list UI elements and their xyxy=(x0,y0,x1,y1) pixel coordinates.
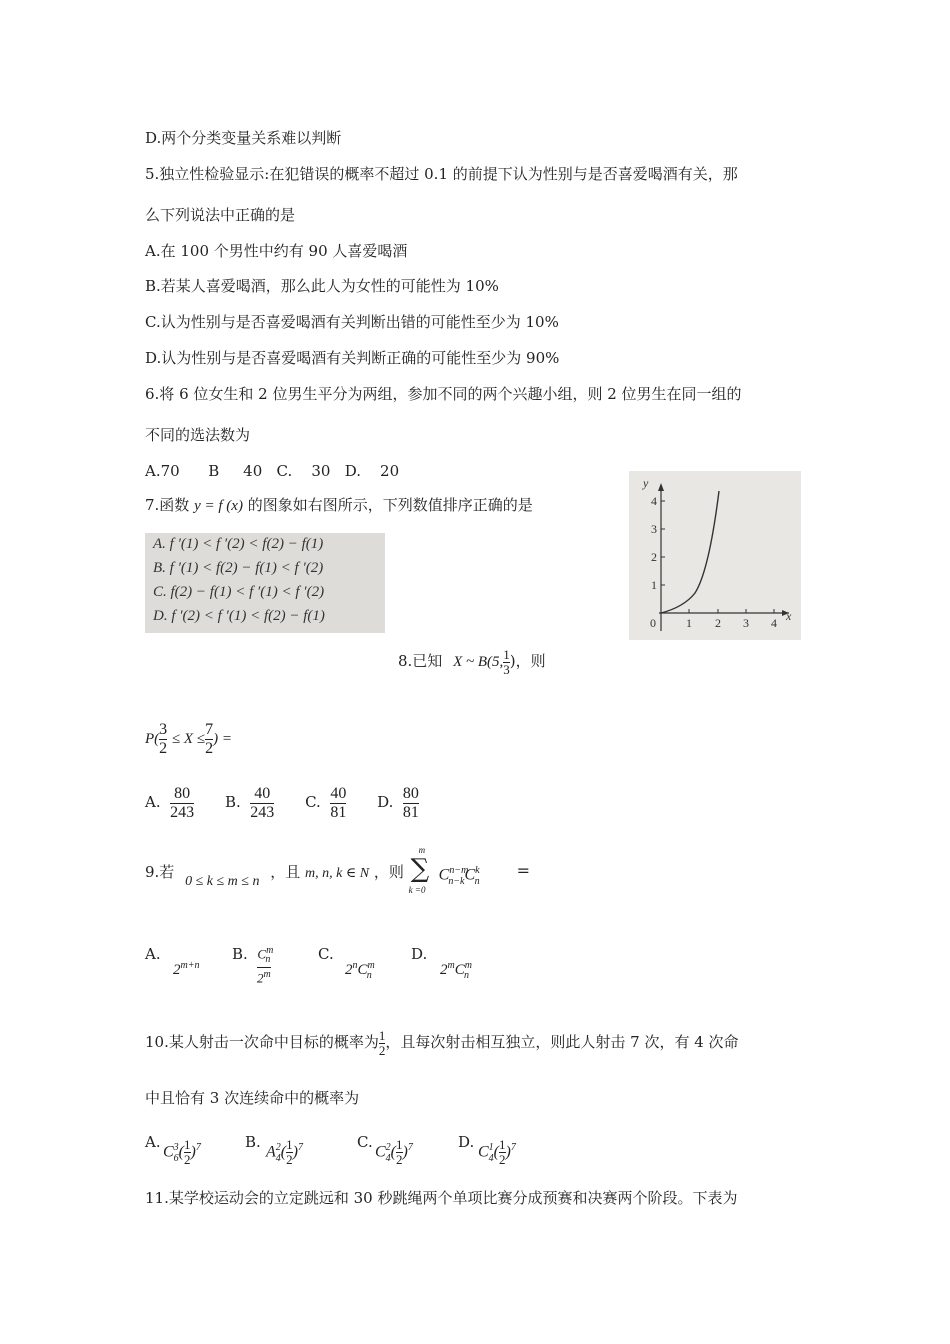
q9-prefix: 9.若 xyxy=(145,863,175,881)
function-graph xyxy=(629,471,801,640)
origin-label: 0 xyxy=(650,616,656,630)
q9-option-a: $2^{m+n}$ xyxy=(173,960,200,978)
q9-option-b: $C^m_n$ 2$^m$ xyxy=(257,945,274,986)
x-tick-3: 3 xyxy=(743,616,749,630)
q8-close: )，则 xyxy=(509,652,546,670)
q4-option-d: D.两个分类变量关系难以判断 xyxy=(145,129,342,147)
function-curve xyxy=(661,491,719,613)
q9-option-c-label: C. xyxy=(318,945,334,963)
q5-option-d: D.认为性别与是否喜爱喝酒有关判断正确的可能性至少为 90% xyxy=(145,349,560,367)
q10-probability-fraction: $\frac{1}{2}$ xyxy=(378,1027,386,1058)
q10-option-d: $C^1_4$( $\frac{1}{2}$ )$^7$ xyxy=(478,1137,516,1168)
q8-option-b: B. $\frac{40}{243}$ xyxy=(224,784,275,821)
q8-upper-den: 2 xyxy=(205,739,214,757)
q8-stem xyxy=(398,641,546,681)
y-tick-2: 2 xyxy=(651,550,657,564)
x-axis-label: x xyxy=(786,609,792,623)
q9-option-b-label: B. xyxy=(232,945,248,963)
y-tick-1: 1 xyxy=(651,578,657,592)
q9-stem xyxy=(145,845,531,908)
q11-stem: 11.某学校运动会的立定跳远和 30 秒跳绳两个单项比赛分成预赛和决赛两个阶段。下表为 xyxy=(145,1189,738,1207)
q7-stem xyxy=(145,495,533,516)
q5-stem-line1: 5.独立性检验显示:在犯错误的概率不超过 0.1 的前提下认为性别与是否喜爱喝酒有关，那 xyxy=(145,165,738,183)
x-tick-2: 2 xyxy=(715,616,721,630)
q9-equals: = xyxy=(516,861,531,880)
q10-option-b: $A^2_4$( $\frac{1}{2}$ )$^7$ xyxy=(266,1137,303,1168)
q9-sum-upper: m xyxy=(418,845,426,855)
q8-p-den: 3 xyxy=(503,661,510,677)
sigma-icon: ∑ xyxy=(410,854,430,884)
q7-function: y = f (x) xyxy=(194,498,243,514)
x-tick-4: 4 xyxy=(771,616,777,630)
function-graph-image xyxy=(629,471,801,640)
q7-option-c: C. f(2) − f(1) < f ′(1) < f ′(2) xyxy=(153,584,325,600)
q5-option-a: A.在 100 个男性中约有 90 人喜爱喝酒 xyxy=(145,242,408,260)
q9-sum-lower: k =0 xyxy=(408,885,426,895)
q8-option-d: D. $\frac{80}{81}$ xyxy=(377,784,419,821)
q9-option-d: $2^mC^m_n$ xyxy=(440,960,472,981)
q9-option-c: $2^nC^m_n$ xyxy=(345,960,375,981)
q10-option-c: $C^2_4$( $\frac{1}{2}$ )$^7$ xyxy=(375,1137,413,1168)
q10-option-b-label: B. xyxy=(245,1133,261,1151)
q8-prefix: 8.已知 xyxy=(398,652,443,670)
q5-stem-line2: 么下列说法中正确的是 xyxy=(145,206,296,224)
q5-option-c: C.认为性别与是否喜爱喝酒有关判断出错的可能性至少为 10% xyxy=(145,313,559,331)
q8-upper-num: 7 xyxy=(205,720,214,738)
q9-condition: 0 ≤ k ≤ m ≤ n xyxy=(185,874,260,889)
q8-lower-fraction xyxy=(159,721,167,758)
q5-option-b: B.若某人喜爱喝酒，那么此人为女性的可能性为 10% xyxy=(145,277,499,295)
y-axis-arrow xyxy=(658,483,664,491)
q7-prefix: 7.函数 xyxy=(145,496,190,514)
x-tick-1: 1 xyxy=(686,616,692,630)
q9-set: m, n, k ∈ N xyxy=(305,866,370,881)
q9-option-a-label: A. xyxy=(145,945,161,963)
q10-stem-prefix: 10.某人射击一次命中目标的概率为 xyxy=(145,1033,379,1051)
q10-stem-line2: 中且恰有 3 次连续命中的概率为 xyxy=(145,1089,360,1107)
q8-expression xyxy=(145,716,232,760)
y-tick-3: 3 xyxy=(651,522,657,536)
q9-mid: ，且 xyxy=(270,863,301,881)
q10-stem-line1 xyxy=(145,1024,739,1068)
q8-expr-pre: P( xyxy=(145,731,160,747)
q6-stem-line2: 不同的选法数为 xyxy=(145,426,251,444)
q7-suffix: 的图象如右图所示，下列数值排序正确的是 xyxy=(247,496,533,514)
q10-option-d-label: D. xyxy=(458,1133,475,1151)
y-tick-4: 4 xyxy=(651,494,657,508)
q8-option-a: A. $\frac{80}{243}$ xyxy=(145,784,195,821)
q9-summand: $C^{n-m}_{n-k}C^k_n$ xyxy=(438,865,480,887)
q8-distribution: X ~ B(5, xyxy=(453,654,504,670)
q9-option-d-label: D. xyxy=(411,945,428,963)
q9-then: ，则 xyxy=(373,863,404,881)
q7-option-a: A. f ′(1) < f ′(2) < f(2) − f(1) xyxy=(153,536,324,552)
q10-stem-suffix: ，且每次射击相互独立，则此人射击 7 次，有 4 次命 xyxy=(385,1033,739,1051)
q6-options: A.70 B 40 C. 30 D. 20 xyxy=(145,462,400,480)
q10-option-a-label: A. xyxy=(145,1133,161,1151)
q10-option-a: $C^3_6$( $\frac{1}{2}$ )$^7$ xyxy=(163,1137,201,1168)
q10-option-c-label: C. xyxy=(357,1133,373,1151)
q7-options-image xyxy=(145,533,385,633)
y-axis-label: y xyxy=(643,476,649,490)
q7-option-b: B. f ′(1) < f(2) − f(1) < f ′(2) xyxy=(153,560,324,576)
q8-expr-post: ) = xyxy=(213,731,232,747)
q7-option-d: D. f ′(2) < f ′(1) < f(2) − f(1) xyxy=(153,608,325,624)
q8-option-c: C. $\frac{40}{81}$ xyxy=(305,784,347,821)
q8-options xyxy=(145,780,419,824)
q8-lower-den: 2 xyxy=(159,739,168,757)
q8-expr-mid: ≤ X ≤ xyxy=(171,731,206,747)
q6-stem-line1: 6.将 6 位女生和 2 位男生平分为两组，参加不同的两个兴趣小组，则 2 位男生在同一组的 xyxy=(145,385,742,403)
q9-summation xyxy=(408,845,531,908)
q8-p-num: 1 xyxy=(503,646,510,662)
q8-upper-fraction xyxy=(205,721,213,758)
q8-lower-num: 3 xyxy=(159,720,168,738)
